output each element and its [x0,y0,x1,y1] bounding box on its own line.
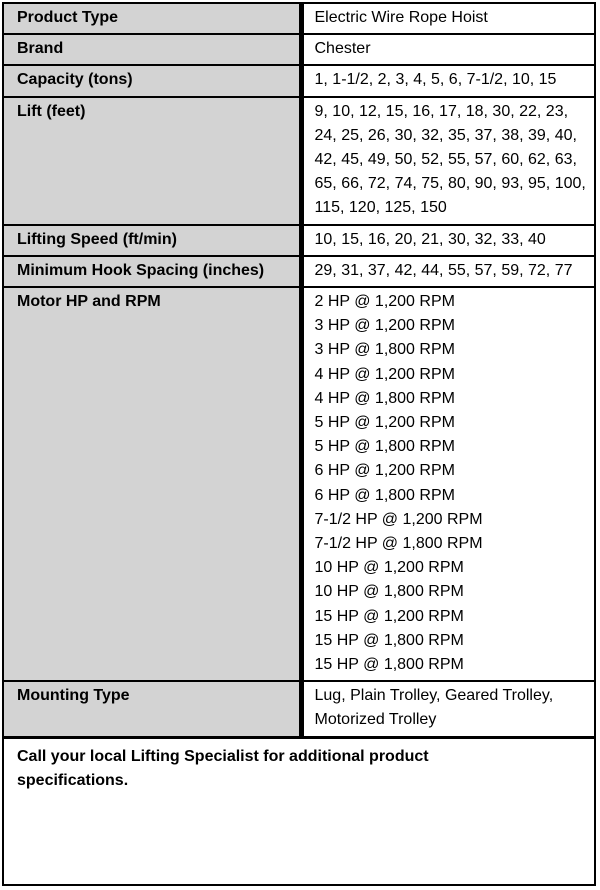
table-row [4,225,594,256]
row-label-motor: Motor HP and RPM [4,287,301,681]
row-label-brand: Brand [4,34,301,65]
table-row [4,287,594,681]
row-value-brand: Chester [301,34,594,65]
row-value-lifting-speed: 10, 15, 16, 20, 21, 30, 32, 33, 40 [301,225,594,256]
table-row [4,34,594,65]
motor-option: 15 HP @ 1,800 RPM [314,656,464,674]
row-label-hook-spacing: Minimum Hook Spacing (inches) [4,256,301,287]
row-label-mounting-type: Mounting Type [4,681,301,737]
footer-note: Call your local Lifting Specialist for additional product specifications. [4,737,594,799]
motor-option: 5 HP @ 1,200 RPM [314,414,455,432]
motor-option: 3 HP @ 1,200 RPM [314,317,455,335]
motor-option: 6 HP @ 1,800 RPM [314,486,455,504]
table-row [4,65,594,96]
row-value-lift: 9, 10, 12, 15, 16, 17, 18, 30, 22, 23, 24, 25, 26, 30, 32, 35, 37, 38, 39, 40, 42, 45, 49, 50, 52, 55, 57, 60, 62, 63, 65, 66, 72, 74, 75, 80, 90, 93, 95, 100, 115, 120, 125, 150 [301,97,594,225]
spec-table [4,4,594,799]
motor-option: 2 HP @ 1,200 RPM [314,293,455,311]
row-label-lift: Lift (feet) [4,97,301,225]
table-row [4,97,594,225]
motor-option: 7-1/2 HP @ 1,800 RPM [314,535,483,553]
row-value-capacity: 1, 1-1/2, 2, 3, 4, 5, 6, 7-1/2, 10, 15 [301,65,594,96]
row-label-capacity: Capacity (tons) [4,65,301,96]
product-spec-sheet [2,2,596,886]
motor-option: 7-1/2 HP @ 1,200 RPM [314,510,483,528]
motor-option: 10 HP @ 1,200 RPM [314,559,464,577]
motor-option: 5 HP @ 1,800 RPM [314,438,455,456]
table-row [4,4,594,34]
motor-option: 4 HP @ 1,200 RPM [314,365,455,383]
row-value-hook-spacing: 29, 31, 37, 42, 44, 55, 57, 59, 72, 77 [301,256,594,287]
motor-option: 6 HP @ 1,200 RPM [314,462,455,480]
table-row [4,256,594,287]
motor-option: 4 HP @ 1,800 RPM [314,389,455,407]
row-value-mounting-type: Lug, Plain Trolley, Geared Trolley, Motorized Trolley [301,681,594,737]
row-label-product-type: Product Type [4,4,301,34]
motor-option: 10 HP @ 1,800 RPM [314,583,464,601]
row-value-product-type: Electric Wire Rope Hoist [301,4,594,34]
motor-option: 15 HP @ 1,800 RPM [314,631,464,649]
row-label-lifting-speed: Lifting Speed (ft/min) [4,225,301,256]
motor-option: 15 HP @ 1,200 RPM [314,607,464,625]
table-row [4,681,594,737]
motor-option: 3 HP @ 1,800 RPM [314,341,455,359]
row-value-motor [301,287,594,681]
table-row [4,737,594,799]
